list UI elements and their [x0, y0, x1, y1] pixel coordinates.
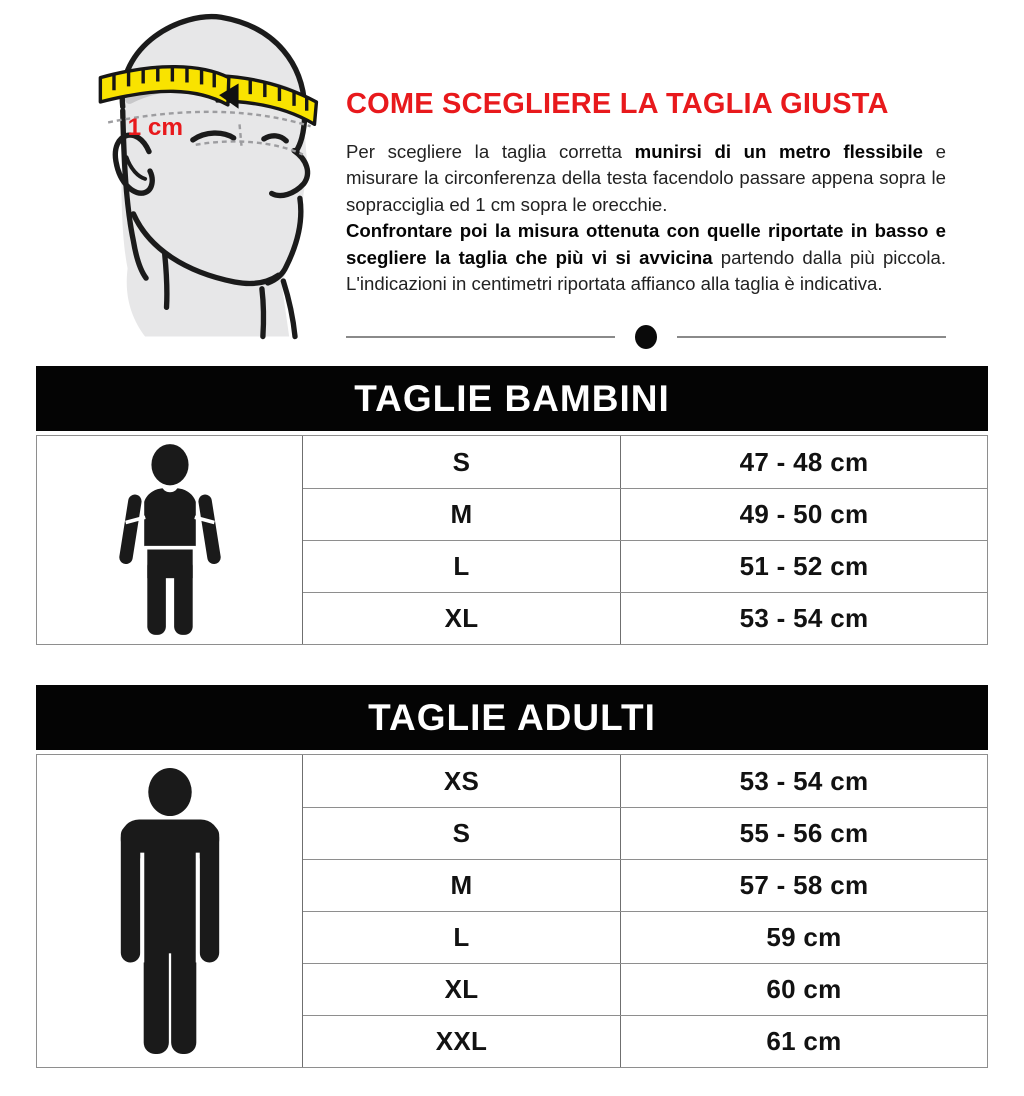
size-label: M [303, 489, 621, 540]
size-range: 49 - 50 cm [739, 499, 869, 529]
size-range: 59 cm [766, 922, 842, 952]
table-row [303, 592, 987, 644]
head-measuring-illustration [40, 4, 332, 347]
size-range: 55 - 56 cm [739, 818, 869, 848]
adult-table-grid [36, 754, 988, 1068]
adult-table-title: TAGLIE ADULTI [368, 696, 656, 738]
size-range: 60 cm [766, 974, 842, 1004]
size-label: XXL [303, 1016, 621, 1067]
size-label: XS [303, 755, 621, 807]
size-range: 53 - 54 cm [739, 765, 869, 796]
adult-figure-icon [37, 755, 303, 1067]
one-cm-label: 1 cm [127, 114, 184, 142]
children-table-grid [36, 435, 988, 645]
head-with-tape-icon [40, 4, 332, 342]
instruction-paragraph-1: Per scegliere la taglia corretta munirsi di un metro flessibile e misurare la circonferenza della testa facendolo passare appena sopra le sopracciglia ed 1 cm sopra le orecchie. [346, 141, 946, 215]
table-row [303, 540, 987, 592]
table-row [303, 859, 987, 911]
table-row [303, 911, 987, 963]
table-row [303, 488, 987, 540]
children-table-header [36, 366, 988, 431]
size-tables-section [0, 366, 1024, 1068]
intro-section [0, 0, 1024, 348]
children-table-title: TAGLIE BAMBINI [354, 377, 670, 419]
intro-text-block [346, 4, 946, 349]
table-row [303, 807, 987, 859]
table-row [303, 963, 987, 1015]
size-range: 53 - 54 cm [739, 603, 869, 633]
divider-line-left [346, 336, 615, 338]
page-title: COME SCEGLIERE LA TAGLIA GIUSTA [346, 88, 889, 120]
instruction-paragraph-2: Confrontare poi la misura ottenuta con quelle riportate in basso e scegliere la taglia che più vi si avvicina partendo dalla più piccola. L'indicazioni in centimetri riportata affianco alla taglia è indicativa. [346, 220, 946, 295]
size-label: S [303, 436, 621, 488]
size-label: L [303, 541, 621, 592]
divider-line-right [677, 336, 946, 338]
adult-table-header [36, 685, 988, 750]
size-label: XL [303, 964, 621, 1015]
size-label: M [303, 860, 621, 911]
size-range: 57 - 58 cm [739, 870, 869, 900]
table-row [303, 436, 987, 488]
size-label: XL [303, 593, 621, 644]
children-size-table [36, 366, 988, 645]
table-row [303, 1015, 987, 1067]
child-figure-icon [37, 436, 303, 644]
section-divider [346, 325, 946, 349]
table-row [303, 755, 987, 807]
size-range: 61 cm [766, 1026, 842, 1056]
divider-dot-icon [635, 325, 657, 349]
size-range: 51 - 52 cm [739, 551, 869, 581]
size-range: 47 - 48 cm [739, 446, 869, 477]
adult-size-table [36, 685, 988, 1068]
size-label: L [303, 912, 621, 963]
size-label: S [303, 808, 621, 859]
